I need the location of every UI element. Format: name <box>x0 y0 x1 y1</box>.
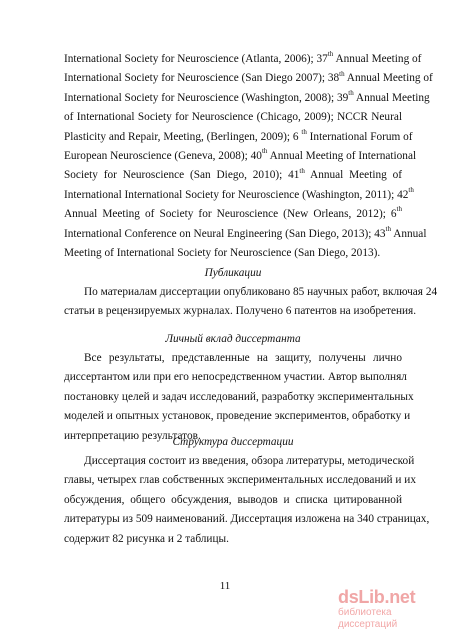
section-personal-contribution <box>64 330 414 446</box>
watermark-logo[interactable]: dsLib.net <box>338 587 416 607</box>
list-line: International Society for Neuroscience (San Diego 2007); 38th Annual Meeting of <box>64 69 433 85</box>
list-line: Annual Meeting of Society for Neuroscience (New Orleans, 2012); 6th <box>64 205 402 221</box>
paragraph-line: Все результаты, представленные на защиту, получены лично <box>84 352 402 364</box>
section-heading: Структура диссертации <box>172 436 294 448</box>
paragraph-line: статьи в рецензируемых журналах. Получено 6 патентов на изобретения. <box>64 305 417 318</box>
paragraph-line: интерпретацию результатов. <box>64 429 201 442</box>
list-line: Society for Neuroscience (San Diego, 2010); 41th Annual Meeting of <box>64 166 403 182</box>
section-structure <box>64 433 430 549</box>
paragraph-line: постановку целей и задач исследований, разработку экспериментальных <box>64 390 414 403</box>
list-line: International Conference on Neural Engineering (San Diego, 2013); 43th Annual <box>64 224 427 240</box>
list-line: of International Society for Neuroscience (Chicago, 2009); NCCR Neural <box>64 111 402 124</box>
list-line: International International Society for Neuroscience (Washington, 2011); 42th <box>64 185 414 201</box>
paragraph-line: литературы из 509 наименований. Диссертация изложена на 340 страницах, <box>64 513 430 526</box>
conference-list <box>64 50 433 263</box>
paragraph-line: диссертантом или при его непосредственном участии. Автор выполнял <box>64 371 407 384</box>
paragraph-line: Диссертация состоит из введения, обзора литературы, методической <box>84 455 415 467</box>
watermark[interactable] <box>338 587 446 631</box>
list-line: International Society for Neuroscience (Atlanta, 2006); 37th Annual Meeting of <box>64 50 422 65</box>
paragraph-line: моделей и опытных установок, проведение экспериментов, обработку и <box>64 410 411 423</box>
paragraph-line: обсуждения, общего обсуждения, выводов и списка цитированной <box>64 493 402 506</box>
paragraph-line: главы, четырех глав собственных экспериментальных исследований и их <box>64 474 416 487</box>
list-line: European Neuroscience (Geneva, 2008); 40th Annual Meeting of International <box>64 147 417 162</box>
section-publications <box>64 264 438 322</box>
list-line: Plasticity and Repair, Meeting, (Berlingen, 2009); 6 $^{th}$ International Forum of <box>64 127 413 143</box>
section-heading: Публикации <box>204 267 262 279</box>
watermark-subtitle: библиотека диссертаций <box>338 607 398 630</box>
page-number: 11 <box>219 580 231 592</box>
list-line: Meeting of International Society for Neuroscience (San Diego, 2013). <box>64 246 381 259</box>
section-heading: Личный вклад диссертанта <box>165 333 301 345</box>
paragraph-line: По материалам диссертации опубликовано 85 научных работ, включая 24 <box>84 286 438 298</box>
list-line: International Society for Neuroscience (Washington, 2008); 39th Annual Meeting <box>64 89 430 104</box>
paragraph-line: содержит 82 рисунка и 2 таблицы. <box>64 532 229 545</box>
